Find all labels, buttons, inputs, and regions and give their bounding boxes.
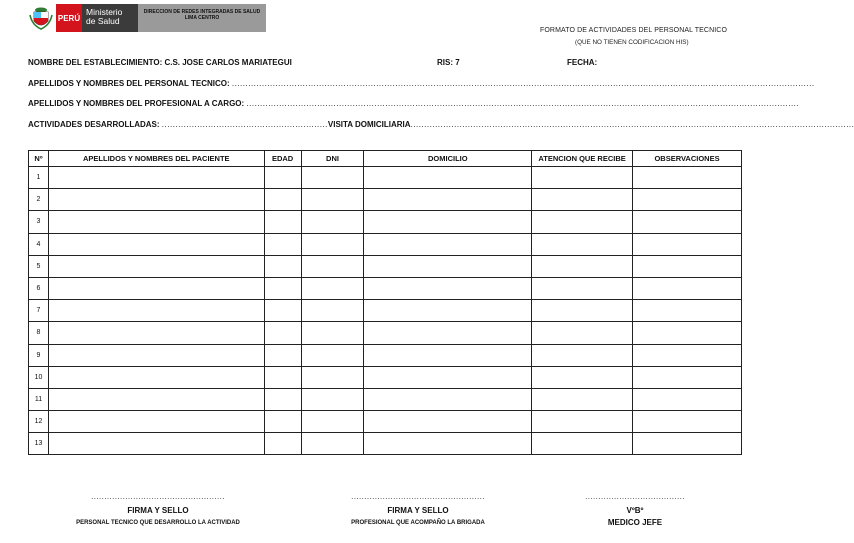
table-cell[interactable] — [48, 433, 264, 455]
table-cell[interactable] — [532, 189, 633, 211]
row-number: 5 — [29, 255, 49, 277]
table-row — [29, 433, 742, 455]
col-header-address: DOMICILIO — [364, 151, 532, 167]
table-cell[interactable] — [301, 189, 364, 211]
table-cell[interactable] — [633, 322, 742, 344]
row-number: 8 — [29, 322, 49, 344]
table-row — [29, 255, 742, 277]
table-cell[interactable] — [633, 344, 742, 366]
col-header-number: Nº — [29, 151, 49, 167]
table-cell[interactable] — [633, 211, 742, 233]
table-cell[interactable] — [264, 344, 301, 366]
table-cell[interactable] — [48, 366, 264, 388]
table-cell[interactable] — [48, 277, 264, 299]
table-cell[interactable] — [48, 300, 264, 322]
format-title: FORMATO DE ACTIVIDADES DEL PERSONAL TECNICO — [540, 27, 727, 34]
table-cell[interactable] — [633, 277, 742, 299]
table-cell[interactable] — [264, 366, 301, 388]
professional-dots: ........................................................................................................................................................................................................... — [246, 99, 800, 108]
signature-professional — [338, 494, 498, 526]
activities-dots-1: ............................................................. — [161, 120, 328, 129]
table-cell[interactable] — [264, 300, 301, 322]
table-row — [29, 189, 742, 211]
table-cell[interactable] — [301, 411, 364, 433]
table-cell[interactable] — [264, 189, 301, 211]
row-number: 10 — [29, 366, 49, 388]
table-cell[interactable] — [633, 233, 742, 255]
signature-title: FIRMA Y SELLO — [387, 506, 449, 515]
table-cell[interactable] — [264, 388, 301, 410]
table-row — [29, 388, 742, 410]
ministerio-logo — [82, 4, 138, 32]
table-row — [29, 344, 742, 366]
table-cell[interactable] — [301, 255, 364, 277]
row-number: 4 — [29, 233, 49, 255]
table-cell[interactable] — [532, 255, 633, 277]
table-row — [29, 167, 742, 189]
table-cell[interactable] — [532, 366, 633, 388]
col-header-patient-name: APELLIDOS Y NOMBRES DEL PACIENTE — [48, 151, 264, 167]
table-cell[interactable] — [364, 388, 532, 410]
table-cell[interactable] — [532, 433, 633, 455]
table-cell[interactable] — [532, 167, 633, 189]
table-cell[interactable] — [264, 167, 301, 189]
table-cell[interactable] — [633, 433, 742, 455]
row-number: 11 — [29, 388, 49, 410]
row-number: 6 — [29, 277, 49, 299]
peru-logo: PERÚ — [56, 4, 82, 32]
signature-role: MEDICO JEFE — [607, 518, 663, 527]
table-cell[interactable] — [364, 433, 532, 455]
patients-table — [28, 150, 742, 455]
table-row — [29, 322, 742, 344]
table-cell[interactable] — [48, 411, 264, 433]
date-field: FECHA: — [567, 58, 598, 67]
table-cell[interactable] — [301, 167, 364, 189]
table-cell[interactable] — [633, 189, 742, 211]
row-number: 2 — [29, 189, 49, 211]
col-header-dni: DNI — [301, 151, 364, 167]
table-cell[interactable] — [633, 388, 742, 410]
signature-line: ...................................... — [585, 492, 685, 501]
table-cell[interactable] — [364, 344, 532, 366]
table-cell[interactable] — [301, 366, 364, 388]
table-cell[interactable] — [532, 277, 633, 299]
professional-label: APELLIDOS Y NOMBRES DEL PROFESIONAL A CARGO: — [28, 99, 245, 108]
col-header-care: ATENCION QUE RECIBE — [532, 151, 633, 167]
table-cell[interactable] — [532, 411, 633, 433]
table-cell[interactable] — [364, 255, 532, 277]
row-number: 12 — [29, 411, 49, 433]
row-number: 7 — [29, 300, 49, 322]
table-cell[interactable] — [301, 300, 364, 322]
ministerio-label: Ministerio de Salud — [86, 7, 123, 26]
table-cell[interactable] — [532, 388, 633, 410]
table-row — [29, 366, 742, 388]
table-cell[interactable] — [364, 189, 532, 211]
table-cell[interactable] — [301, 344, 364, 366]
signature-title: FIRMA Y SELLO — [127, 506, 189, 515]
table-cell[interactable] — [532, 344, 633, 366]
technical-staff-dots: ...................................................................................................................................................................................................................... — [231, 79, 815, 88]
technical-staff-field — [28, 79, 815, 88]
table-cell[interactable] — [48, 344, 264, 366]
table-cell[interactable] — [364, 300, 532, 322]
table-cell[interactable] — [264, 322, 301, 344]
table-cell[interactable] — [532, 322, 633, 344]
table-cell[interactable] — [532, 300, 633, 322]
table-cell[interactable] — [264, 433, 301, 455]
table-row — [29, 411, 742, 433]
table-cell[interactable] — [48, 211, 264, 233]
table-cell[interactable] — [633, 366, 742, 388]
table-cell[interactable] — [301, 233, 364, 255]
table-cell[interactable] — [364, 322, 532, 344]
direccion-logo: DIRECCION DE REDES INTEGRADAS DE SALUD LIMA CENTRO — [138, 4, 266, 32]
table-cell[interactable] — [264, 211, 301, 233]
coat-of-arms-icon — [28, 5, 54, 31]
table-cell[interactable] — [264, 277, 301, 299]
table-cell[interactable] — [48, 255, 264, 277]
table-row — [29, 211, 742, 233]
table-header-row — [29, 151, 742, 167]
signature-subtitle: PROFESIONAL QUE ACOMPAÑO LA BRIGADA — [351, 520, 485, 526]
table-cell[interactable] — [532, 211, 633, 233]
table-cell[interactable] — [633, 255, 742, 277]
ris-field: RIS: 7 — [437, 58, 460, 67]
signature-line: ................................................... — [351, 492, 485, 501]
table-cell[interactable] — [264, 233, 301, 255]
logo-header — [28, 4, 266, 33]
format-subtitle: (QUE NO TIENEN CODIFICACION HIS) — [575, 39, 689, 46]
table-cell[interactable] — [48, 167, 264, 189]
table-cell[interactable] — [301, 388, 364, 410]
activities-dots-2: ................................................................................................................................................................... — [410, 120, 854, 129]
table-cell[interactable] — [364, 211, 532, 233]
table-cell[interactable] — [364, 167, 532, 189]
activities-field — [28, 120, 854, 129]
table-cell[interactable] — [364, 277, 532, 299]
table-cell[interactable] — [48, 189, 264, 211]
table-cell[interactable] — [364, 411, 532, 433]
row-number: 3 — [29, 211, 49, 233]
col-header-observations: OBSERVACIONES — [633, 151, 742, 167]
table-cell[interactable] — [301, 277, 364, 299]
table-cell[interactable] — [301, 322, 364, 344]
table-cell[interactable] — [48, 388, 264, 410]
table-cell[interactable] — [633, 300, 742, 322]
table-row — [29, 300, 742, 322]
table-cell[interactable] — [48, 322, 264, 344]
row-number: 13 — [29, 433, 49, 455]
table-cell[interactable] — [364, 366, 532, 388]
establishment-field: NOMBRE DEL ESTABLECIMIENTO: C.S. JOSE CARLOS MARIATEGUI — [28, 58, 292, 67]
table-cell[interactable] — [264, 411, 301, 433]
signature-line: ................................................... — [91, 492, 225, 501]
table-row — [29, 277, 742, 299]
activities-label: ACTIVIDADES DESARROLLADAS: — [28, 120, 160, 129]
table-cell[interactable] — [301, 211, 364, 233]
signature-medical-chief — [580, 494, 690, 527]
signature-title: VºBº — [626, 506, 644, 515]
table-cell[interactable] — [633, 167, 742, 189]
technical-staff-label: APELLIDOS Y NOMBRES DEL PERSONAL TECNICO: — [28, 79, 230, 88]
signature-technical — [73, 494, 243, 526]
table-cell[interactable] — [264, 255, 301, 277]
table-cell[interactable] — [532, 233, 633, 255]
signature-subtitle: PERSONAL TECNICO QUE DESARROLLO LA ACTIVIDAD — [76, 520, 240, 526]
activities-value: VISITA DOMICILIARIA — [327, 120, 411, 129]
table-row — [29, 233, 742, 255]
table-cell[interactable] — [301, 433, 364, 455]
table-cell[interactable] — [364, 233, 532, 255]
col-header-age: EDAD — [264, 151, 301, 167]
table-cell[interactable] — [633, 411, 742, 433]
row-number: 9 — [29, 344, 49, 366]
table-cell[interactable] — [48, 233, 264, 255]
professional-field — [28, 99, 799, 108]
row-number: 1 — [29, 167, 49, 189]
